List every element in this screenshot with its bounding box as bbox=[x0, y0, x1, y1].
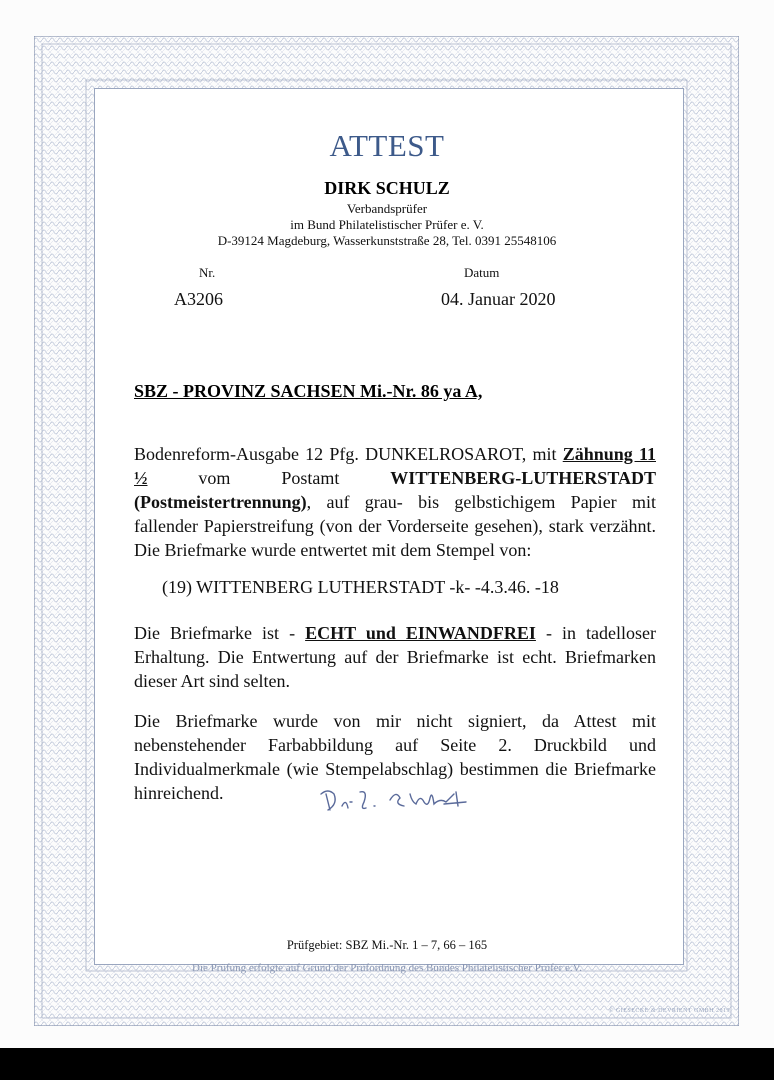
verdict-paragraph bbox=[134, 621, 656, 693]
stamp-heading: SBZ - PROVINZ SACHSEN Mi.-Nr. 86 ya A, bbox=[134, 381, 483, 401]
desc-text-3: , auf grau- bis gelbstichigem Papier mit fallender Papierstreifung (von der Vorderseite gesehen), stark verzähnt. Die Briefmarke wurde entwertet mit dem Stempel von: bbox=[134, 492, 656, 560]
number-value: A3206 bbox=[174, 289, 223, 309]
verdict-text-1: Die Briefmarke ist - bbox=[134, 623, 306, 643]
desc-text-1: Bodenreform-Ausgabe 12 Pfg. DUNKELROSAROT, mit bbox=[134, 444, 563, 464]
cancellation-line: (19) WITTENBERG LUTHERSTADT -k- -4.3.46. -18 bbox=[162, 577, 559, 597]
address: D-39124 Magdeburg, Wasserkunststraße 28, Tel. 0391 25548106 bbox=[217, 233, 557, 248]
date-value: 04. Januar 2020 bbox=[441, 289, 556, 309]
verdict-text-2: - in tadelloser Erhaltung. Die Entwertung auf der Briefmarke ist echt. Briefmarken dieser Art sind selten. bbox=[134, 623, 656, 691]
certificate-title: ATTEST bbox=[329, 128, 445, 163]
examination-scope: Prüfgebiet: SBZ Mi.-Nr. 1 – 7, 66 – 165 bbox=[286, 938, 488, 952]
number-label: Nr. bbox=[199, 265, 216, 280]
examination-rules: Die Prüfung erfolgte auf Grund der Prüfordnung des Bundes Philatelistischer Prüfer e.V. bbox=[192, 962, 582, 974]
description-paragraph bbox=[134, 442, 656, 562]
association: im Bund Philatelistischer Prüfer e. V. bbox=[290, 217, 484, 232]
perforation-text: Zähnung 11 ½ bbox=[134, 444, 656, 488]
date-label: Datum bbox=[464, 265, 500, 280]
handwritten-signature bbox=[316, 780, 496, 820]
signature-note-paragraph: Die Briefmarke wurde von mir nicht signiert, da Attest mit nebenstehender Farbabbildung auf Seite 2. Druckbild und Individualmerkmale (wie Stempelabschlag) bestimmen die Briefmarke hinreichend. bbox=[134, 711, 656, 803]
printer-imprint: © GIESECKE & DEVRIENT GMBH 2019 bbox=[608, 1008, 730, 1014]
post-office-text: WITTENBERG-LUTHERSTADT (Postmeistertrennung) bbox=[134, 468, 656, 512]
examiner-name: DIRK SCHULZ bbox=[324, 178, 450, 198]
desc-text-2: vom Postamt bbox=[147, 468, 391, 488]
genuine-text: ECHT und EINWANDFREI bbox=[305, 623, 536, 643]
examiner-role: Verbandsprüfer bbox=[346, 201, 428, 216]
